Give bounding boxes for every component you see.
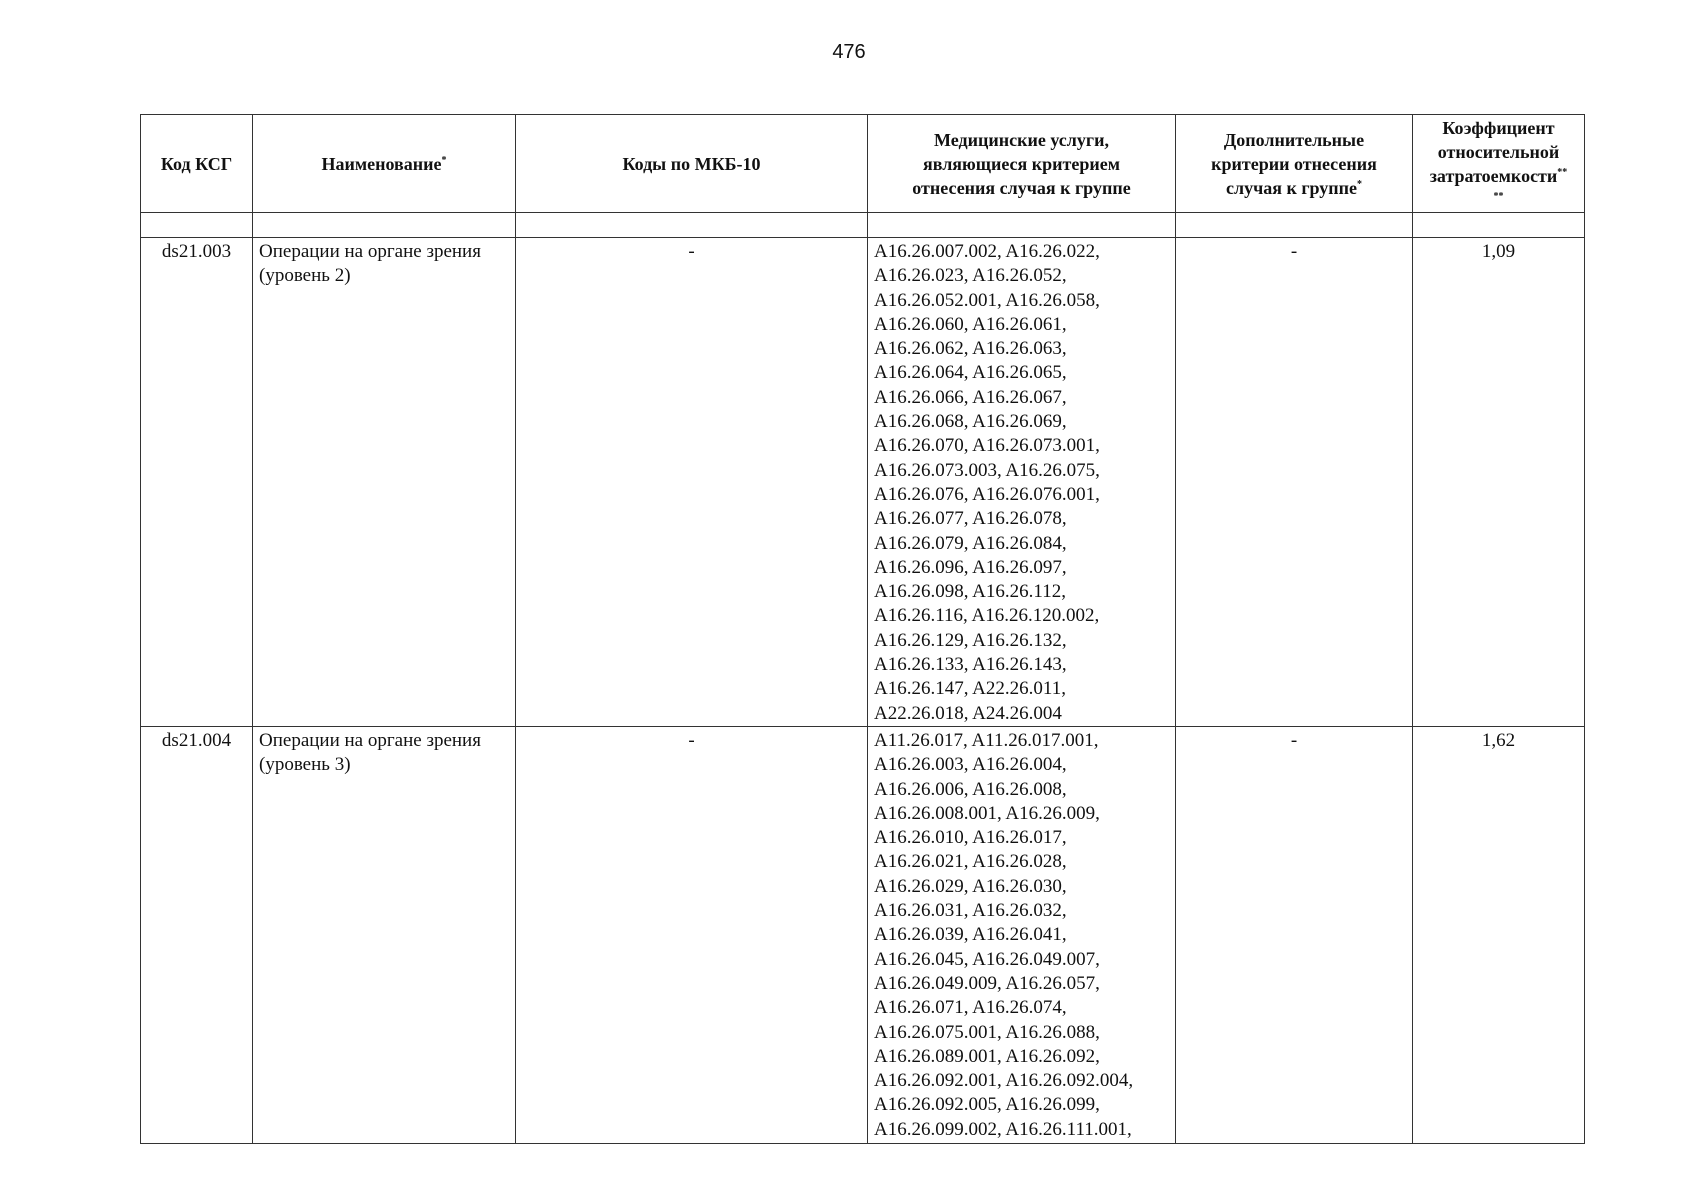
- ksg-name: Операции на органе зрения (уровень 3): [253, 726, 516, 1143]
- table-row: [141, 726, 1585, 1143]
- service-codes: A11.26.017, A11.26.017.001, A16.26.003, A16.26.004, A16.26.006, A16.26.008, A16.26.008.001, A16.26.009, A16.26.010, A16.26.017, A16.26.021, A16.26.028, A16.26.029, A16.26.030, A16.26.031, A16.26.032, A16.26.039, A16.26.041, A16.26.045, A16.26.049.007, A16.26.049.009, A16.26.057, A16.26.071, A16.26.074, A16.26.075.001, A16.26.088, A16.26.089.001, A16.26.092, A16.26.092.001, A16.26.092.004, A16.26.092.005, A16.26.099, A16.26.099.002, A16.26.111.001,: [868, 726, 1176, 1143]
- table-row: [141, 238, 1585, 727]
- ksg-table: [140, 114, 1585, 1144]
- table-header-row: [141, 115, 1585, 213]
- spacer-row: [141, 213, 1585, 238]
- footnote-mark: *: [441, 154, 447, 166]
- coefficient: 1,62: [1413, 726, 1585, 1143]
- extra-criteria: -: [1176, 726, 1413, 1143]
- header-name: Наименование*: [253, 115, 516, 213]
- icd-codes: -: [516, 726, 868, 1143]
- footnote-mark: **: [1557, 166, 1568, 178]
- header-extra-criteria: Дополнительные критерии отнесения случая к группе*: [1176, 115, 1413, 213]
- header-coefficient: Коэффициент относительной затратоемкости** **: [1413, 115, 1585, 213]
- icd-codes: -: [516, 238, 868, 727]
- service-codes: A16.26.007.002, A16.26.022, A16.26.023, A16.26.052, A16.26.052.001, A16.26.058, A16.26.060, A16.26.061, A16.26.062, A16.26.063, A16.26.064, A16.26.065, A16.26.066, A16.26.067, A16.26.068, A16.26.069, A16.26.070, A16.26.073.001, A16.26.073.003, A16.26.075, A16.26.076, A16.26.076.001, A16.26.077, A16.26.078, A16.26.079, A16.26.084, A16.26.096, A16.26.097, A16.26.098, A16.26.112, A16.26.116, A16.26.120.002, A16.26.129, A16.26.132, A16.26.133, A16.26.143, A16.26.147, A22.26.011, A22.26.018, A24.26.004: [868, 238, 1176, 727]
- page-number: 476: [832, 41, 866, 63]
- footnote-mark: *: [1357, 178, 1363, 190]
- header-services: Медицинские услуги, являющиеся критерием отнесения случая к группе: [868, 115, 1176, 213]
- footnote-mark: **: [1493, 190, 1504, 202]
- coefficient: 1,09: [1413, 238, 1585, 727]
- ksg-code: ds21.004: [141, 726, 253, 1143]
- ksg-name: Операции на органе зрения (уровень 2): [253, 238, 516, 727]
- extra-criteria: -: [1176, 238, 1413, 727]
- ksg-code: ds21.003: [141, 238, 253, 727]
- header-code: Код КСГ: [141, 115, 253, 213]
- header-icd: Коды по МКБ-10: [516, 115, 868, 213]
